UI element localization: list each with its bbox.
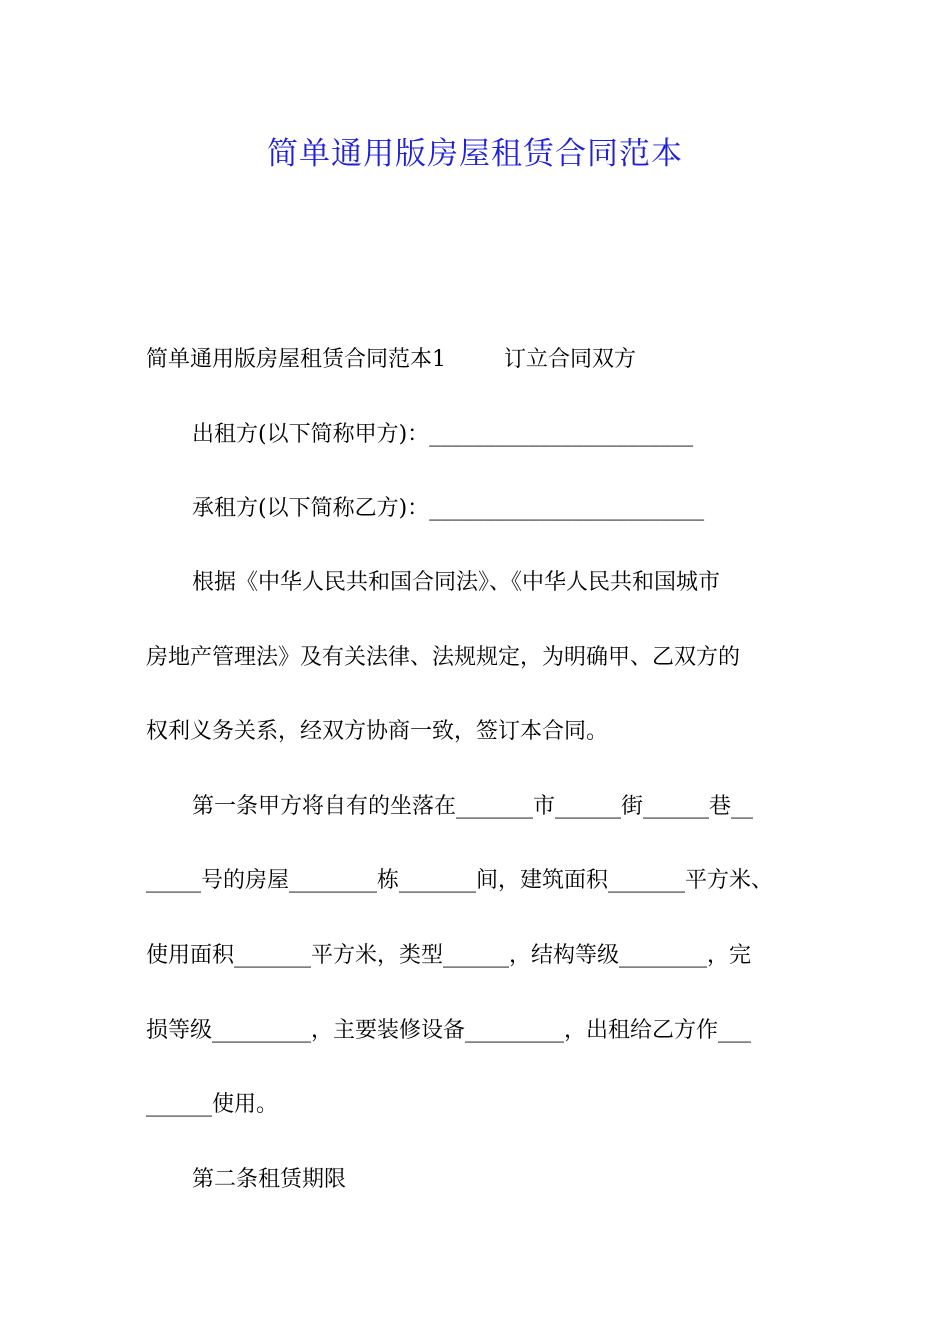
article-1-line-1: 第一条甲方将自有的坐落在_______市______街______巷__ (192, 794, 754, 819)
article-1-line-5: ______使用。 (146, 1092, 279, 1117)
article-2-heading: 第二条租赁期限 (192, 1167, 347, 1192)
contract-heading-label: 简单通用版房屋租赁合同范本1 (146, 347, 446, 372)
preamble-line-2: 房地产管理法》及有关法律、法规规定，为明确甲、乙双方的 (146, 645, 741, 670)
document-title: 简单通用版房屋租赁合同范本 (267, 136, 683, 172)
article-1-line-4: 损等级_________，主要装修设备_________，出租给乙方作___ (146, 1018, 752, 1043)
preamble-line-1: 根据《中华人民共和国合同法》、《中华人民共和国城市 (192, 570, 721, 595)
lessee-line: 承租方(以下简称乙方)：_________________________ (192, 496, 705, 521)
preamble-line-3: 权利义务关系，经双方协商一致，签订本合同。 (146, 719, 609, 744)
article-1-line-3: 使用面积_______平方米，类型______，结构等级________，完 (146, 943, 752, 968)
contract-heading (146, 345, 636, 375)
lessor-line: 出租方(以下简称甲方)：________________________ (192, 422, 694, 447)
contract-heading-section: 订立合同双方 (504, 347, 637, 372)
article-1-line-2: _____号的房屋________栋_______间，建筑面积_______平方米、 (146, 868, 774, 893)
